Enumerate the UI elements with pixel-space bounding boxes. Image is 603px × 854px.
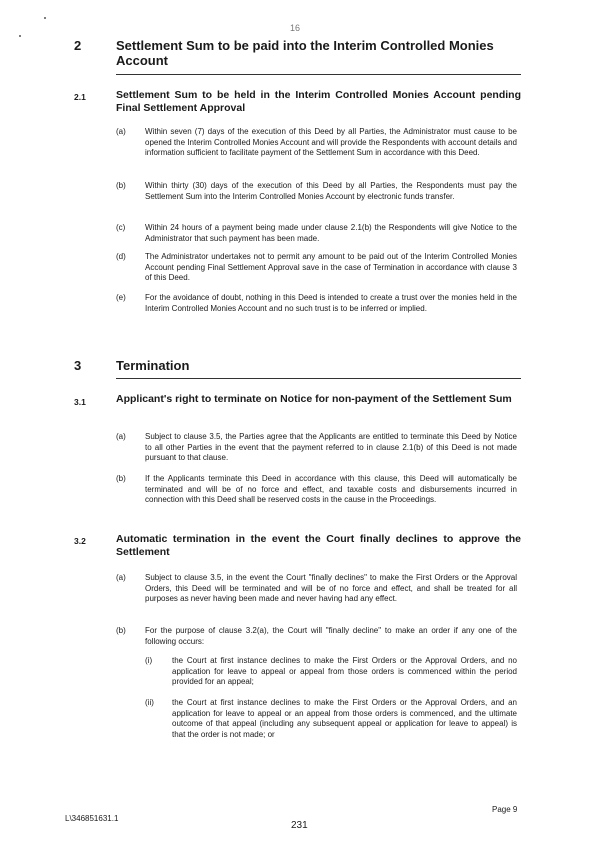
clause-2-1-b-text: Within thirty (30) days of the execution of this Deed by all Parties, the Respondents must pay the Settlement Sum into the Interim Controlled Monies Account by electronic funds transfer. xyxy=(145,181,517,201)
clause-3-1-a-label: (a) xyxy=(116,432,126,441)
page-label: Page 9 xyxy=(492,805,518,814)
clause-2-1-e-text: For the avoidance of doubt, nothing in this Deed is intended to create a trust over the monies held in the Interim Controlled Monies Account and no such trust is to be inferred or implied. xyxy=(145,293,517,313)
scan-speck xyxy=(44,17,46,19)
section-3-rule xyxy=(116,378,521,379)
clause-2-1-e-label: (e) xyxy=(116,293,126,302)
clause-3-2-b-i-label: (i) xyxy=(145,656,153,665)
clause-3-2-a-text: Subject to clause 3.5, in the event the Court "finally declines" to make the First Orders or the Approval Orders, this Deed will be terminated and will be of no force and effect, and shall be treated for all purposes as never having been made and never having had any effect. xyxy=(145,573,517,603)
clause-3-2-b-text: For the purpose of clause 3.2(a), the Court will "finally decline" to make an order if any one of the following occurs: xyxy=(145,626,517,646)
clause-2-1-number: 2.1 xyxy=(74,92,86,102)
clause-3-1-b-label: (b) xyxy=(116,474,126,483)
scan-speck xyxy=(19,35,21,37)
clause-2-1-b-label: (b) xyxy=(116,181,126,190)
clause-2-1-c-label: (c) xyxy=(116,223,126,232)
clause-2-1-d-text: The Administrator undertakes not to permit any amount to be paid out of the Interim Controlled Monies Account pending Final Settlement Approval save in the case of Termination in accordance with clause 3 of this Deed. xyxy=(145,252,517,282)
bottom-page-number: 231 xyxy=(291,820,308,831)
section-2-number: 2 xyxy=(74,38,82,53)
clause-3-1-number: 3.1 xyxy=(74,397,86,407)
clause-3-2-b-i-text: the Court at first instance declines to make the First Orders or the Approval Orders, and no application for leave to appeal or appeal from those orders is commenced within the period provided for an appeal; xyxy=(172,656,517,686)
clause-3-2-a-label: (a) xyxy=(116,573,126,582)
clause-2-1-d-label: (d) xyxy=(116,252,126,261)
clause-3-1-b-text: If the Applicants terminate this Deed in accordance with this clause, this Deed will automatically be terminated and will be of no force and effect, and taxable costs and disbursements incurred in connection with this Deed shall be reserved costs in the cause in the Proceedings. xyxy=(145,474,517,504)
clause-2-1-c-text: Within 24 hours of a payment being made under clause 2.1(b) the Respondents will give Notice to the Administrator that such payment has been made. xyxy=(145,223,517,243)
clause-3-1-title: Applicant's right to terminate on Notice for non-payment of the Settlement Sum xyxy=(116,393,512,405)
clause-3-2-b-label: (b) xyxy=(116,626,126,635)
section-2-title: Settlement Sum to be paid into the Interim Controlled Monies Account xyxy=(116,38,494,68)
section-3-title: Termination xyxy=(116,358,190,373)
section-3-number: 3 xyxy=(74,358,82,373)
clause-3-2-number: 3.2 xyxy=(74,536,86,546)
clause-3-1-a-text: Subject to clause 3.5, the Parties agree that the Applicants are entitled to terminate this Deed by Notice to all other Parties in the event that the payment referred to in clause 2.1(b) of this Deed is not made pursuant to that clause. xyxy=(145,432,517,462)
section-2-rule xyxy=(116,74,521,75)
clause-3-2-title: Automatic termination in the event the Court finally declines to approve the Settlement xyxy=(116,533,521,558)
clause-2-1-title: Settlement Sum to be held in the Interim Controlled Monies Account pending Final Settlement Approval xyxy=(116,89,521,114)
top-page-number: 16 xyxy=(290,23,301,33)
clause-2-1-a-text: Within seven (7) days of the execution of this Deed by all Parties, the Administrator must cause to be opened the Interim Controlled Monies Account and will provide the Respondents with account details and information sufficient to facilitate payment of the Settlement Sum in accordance with this Deed. xyxy=(145,127,517,157)
clause-2-1-a-label: (a) xyxy=(116,127,126,136)
clause-3-2-b-ii-text: the Court at first instance declines to make the First Orders or the Approval Orders, and an application for leave to appeal or an appeal from those orders is commenced, and the ultimate outcome of that appeal (including any subsequent appeal or application for leave to appeal) is that the order is not made; or xyxy=(172,698,517,739)
document-reference: L\346851631.1 xyxy=(65,814,119,823)
clause-3-2-b-ii-label: (ii) xyxy=(145,698,154,707)
